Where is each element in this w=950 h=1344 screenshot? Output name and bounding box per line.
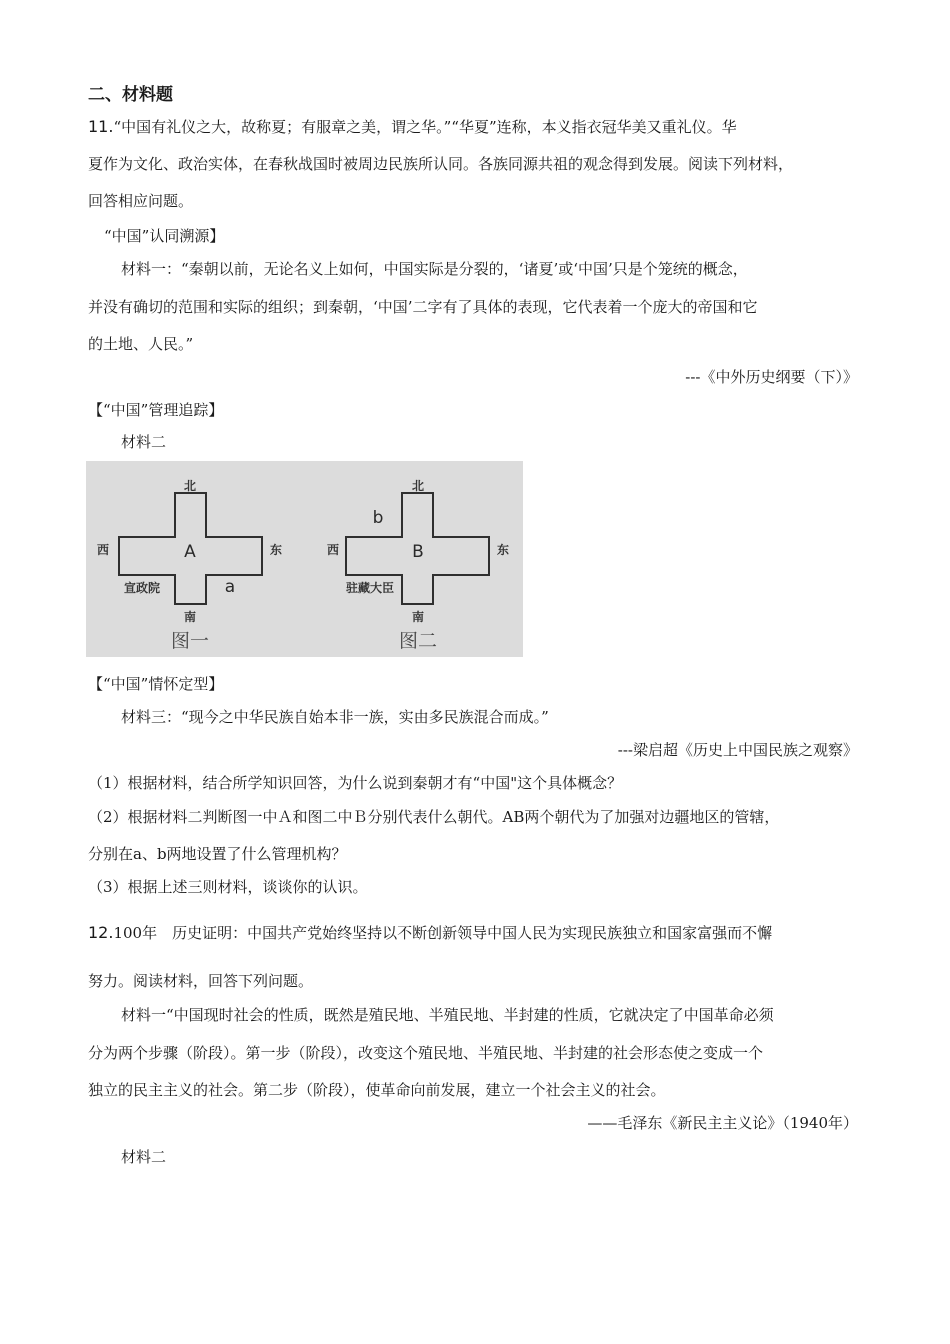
- fig1-east: 东: [269, 543, 283, 557]
- q12-material1-line3: 独立的民主主义的社会。第二步（阶段），使革命向前发展，建立一个社会主义的社会。: [88, 1081, 666, 1099]
- q11-material2-label: 材料二: [121, 433, 167, 451]
- q11-intro-line2: 夏作为文化、政治实体，在春秋战国时被周边民族所认同。各族同源共祖的观念得到发展。阅读下列材料，: [88, 155, 794, 173]
- fig2-south: 南: [411, 610, 425, 624]
- fig1-west: 西: [96, 543, 110, 557]
- q11-question2-line2: 分别在a、b两地设置了什么管理机构？: [88, 845, 347, 863]
- q11-material3-line: 材料三：“现今之中华民族自始本非一族，实由多民族混合而成。”: [121, 708, 549, 726]
- fig1-center-label: A: [184, 542, 196, 562]
- q11-question2-line1: （2）根据材料二判断图一中Ａ和图二中Ｂ分别代表什么朝代。AB两个朝代为了加强对边疆地区的管辖，: [88, 808, 780, 826]
- q11-intro-line3: 回答相应问题。: [88, 192, 194, 210]
- fig1-mark-a: a: [224, 577, 236, 597]
- fig1-south: 南: [183, 610, 197, 624]
- q11-question1: （1）根据材料，结合所学知识回答，为什么说到秦朝才有“中国"这个具体概念？: [88, 774, 623, 792]
- q12-material1-line1: 材料一“中国现时社会的性质，既然是殖民地、半殖民地、半封建的性质，它就决定了中国革命必须: [121, 1006, 774, 1024]
- fig1-office-label: 宣政院: [123, 581, 161, 595]
- fig2-north: 北: [411, 479, 425, 493]
- fig2-center-label: B: [412, 542, 424, 562]
- q11-material1-source: ---《中外历史纲要（下）》: [685, 368, 858, 386]
- q12-intro-line2: 努力。阅读材料，回答下列问题。: [88, 972, 314, 990]
- q11-number: 11.: [88, 117, 114, 136]
- heading-origin: “中国”认同溯源】: [104, 227, 225, 245]
- heading-management: 【“中国”管理追踪】: [88, 401, 224, 419]
- q12-material1-line2: 分为两个步骤（阶段）。第一步（阶段），改变这个殖民地、半殖民地、半封建的社会形态使之变成一个: [88, 1044, 764, 1062]
- q11-intro-line1: 11.“中国有礼仪之大，故称夏；有服章之美，谓之华。”“华夏”连称，本义指衣冠华美又重礼仪。华: [88, 117, 737, 136]
- fig2-mark-b: b: [372, 508, 384, 528]
- q11-material1-line1: 材料一：“秦朝以前，无论名义上如何，中国实际是分裂的，‘诸夏’或‘中国’只是个笼统的概念，: [121, 260, 748, 278]
- fig1-north: 北: [183, 479, 197, 493]
- fig2-office-label: 驻藏大臣: [345, 581, 395, 595]
- fig2-west: 西: [326, 543, 340, 557]
- heading-sentiment: 【“中国”情怀定型】: [88, 675, 224, 693]
- q11-material3-source: ---梁启超《历史上中国民族之观察》: [617, 741, 858, 759]
- q12-intro-line1: 12.100年 历史证明：中国共产党始终坚持以不断创新领导中国人民为实现民族独立和国家富强而不懈: [88, 923, 773, 942]
- fig2-east: 东: [496, 543, 510, 557]
- q12-material1-source: ——毛泽东《新民主主义论》（1940年）: [587, 1114, 858, 1132]
- fig1-caption: 图一: [170, 630, 210, 652]
- fig2-caption: 图二: [398, 630, 438, 652]
- q12-number: 12.: [88, 923, 114, 942]
- cross-diagrams: [86, 461, 523, 657]
- material2-figure: [86, 461, 523, 657]
- q11-material1-line3: 的土地、人民。”: [88, 335, 194, 353]
- q11-question3: （3）根据上述三则材料，谈谈你的认识。: [88, 878, 368, 896]
- section-title: 二、材料题: [88, 85, 173, 105]
- q11-material1-line2: 并没有确切的范围和实际的组织；到秦朝，‘中国’二字有了具体的表现，它代表着一个庞大的帝国和它: [88, 298, 758, 316]
- q12-material2-label: 材料二: [121, 1148, 167, 1166]
